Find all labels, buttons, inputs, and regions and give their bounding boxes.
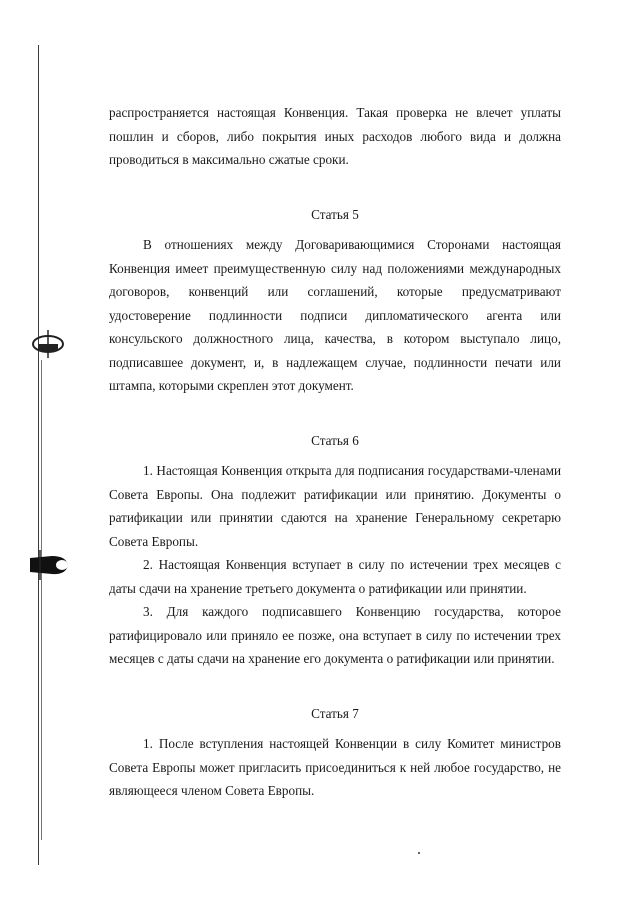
article-6-paragraph-3: 3. Для каждого подписавшего Конвенцию государства, которое ратифицировало или приняло ее позже, она вступает в силу по истечении трех месяцев с даты сдачи на хранение его документа о ратификации или принятии. bbox=[109, 604, 561, 666]
article-7-paragraph-1: 1. После вступления настоящей Конвенции в силу Комитет министров Совета Европы может пригласить присоединиться к ней любое государство, не являющееся членом Совета Европы. bbox=[109, 736, 561, 798]
article-5-text: В отношениях между Договаривающимися Сторонами настоящая Конвенция имеет преимущественную силу над положениями международных договоров, конвенций или соглашений, которые предусматривают удостоверение подлинности подписи дипломатического агента или консульского должностного лица, качества, в котором выступало лицо, подписавшее документ, и, в надлежащем случае, подлинности печати или штампа, которыми скреплен этот документ. bbox=[109, 237, 561, 393]
binding-clip-icon bbox=[26, 550, 74, 580]
binding-edge-line bbox=[38, 45, 39, 865]
binding-edge-line-secondary bbox=[41, 360, 42, 840]
article-7-heading: Статья 7 bbox=[311, 705, 359, 721]
article-6-paragraph-1: 1. Настоящая Конвенция открыта для подписания государствами-членами Совета Европы. Она подлежит ратификации или принятию. Документы о ратификации или принятии сдаются на хранение Генеральному секретарю Совета Европы. bbox=[109, 463, 561, 549]
paragraph-continuation: распространяется настоящая Конвенция. Такая проверка не влечет уплаты пошлин и сборов, либо покрытия иных расходов любого вида и должна проводиться в максимально сжатые сроки. bbox=[109, 105, 561, 167]
page-speck bbox=[418, 852, 420, 854]
binding-clip-icon bbox=[26, 330, 70, 358]
article-5-heading: Статья 5 bbox=[311, 206, 359, 222]
article-6-paragraph-2: 2. Настоящая Конвенция вступает в силу по истечении трех месяцев с даты сдачи на хранение третьего документа о ратификации или принятии. bbox=[109, 557, 561, 596]
article-6-heading: Статья 6 bbox=[311, 432, 359, 448]
document-body bbox=[109, 101, 561, 803]
